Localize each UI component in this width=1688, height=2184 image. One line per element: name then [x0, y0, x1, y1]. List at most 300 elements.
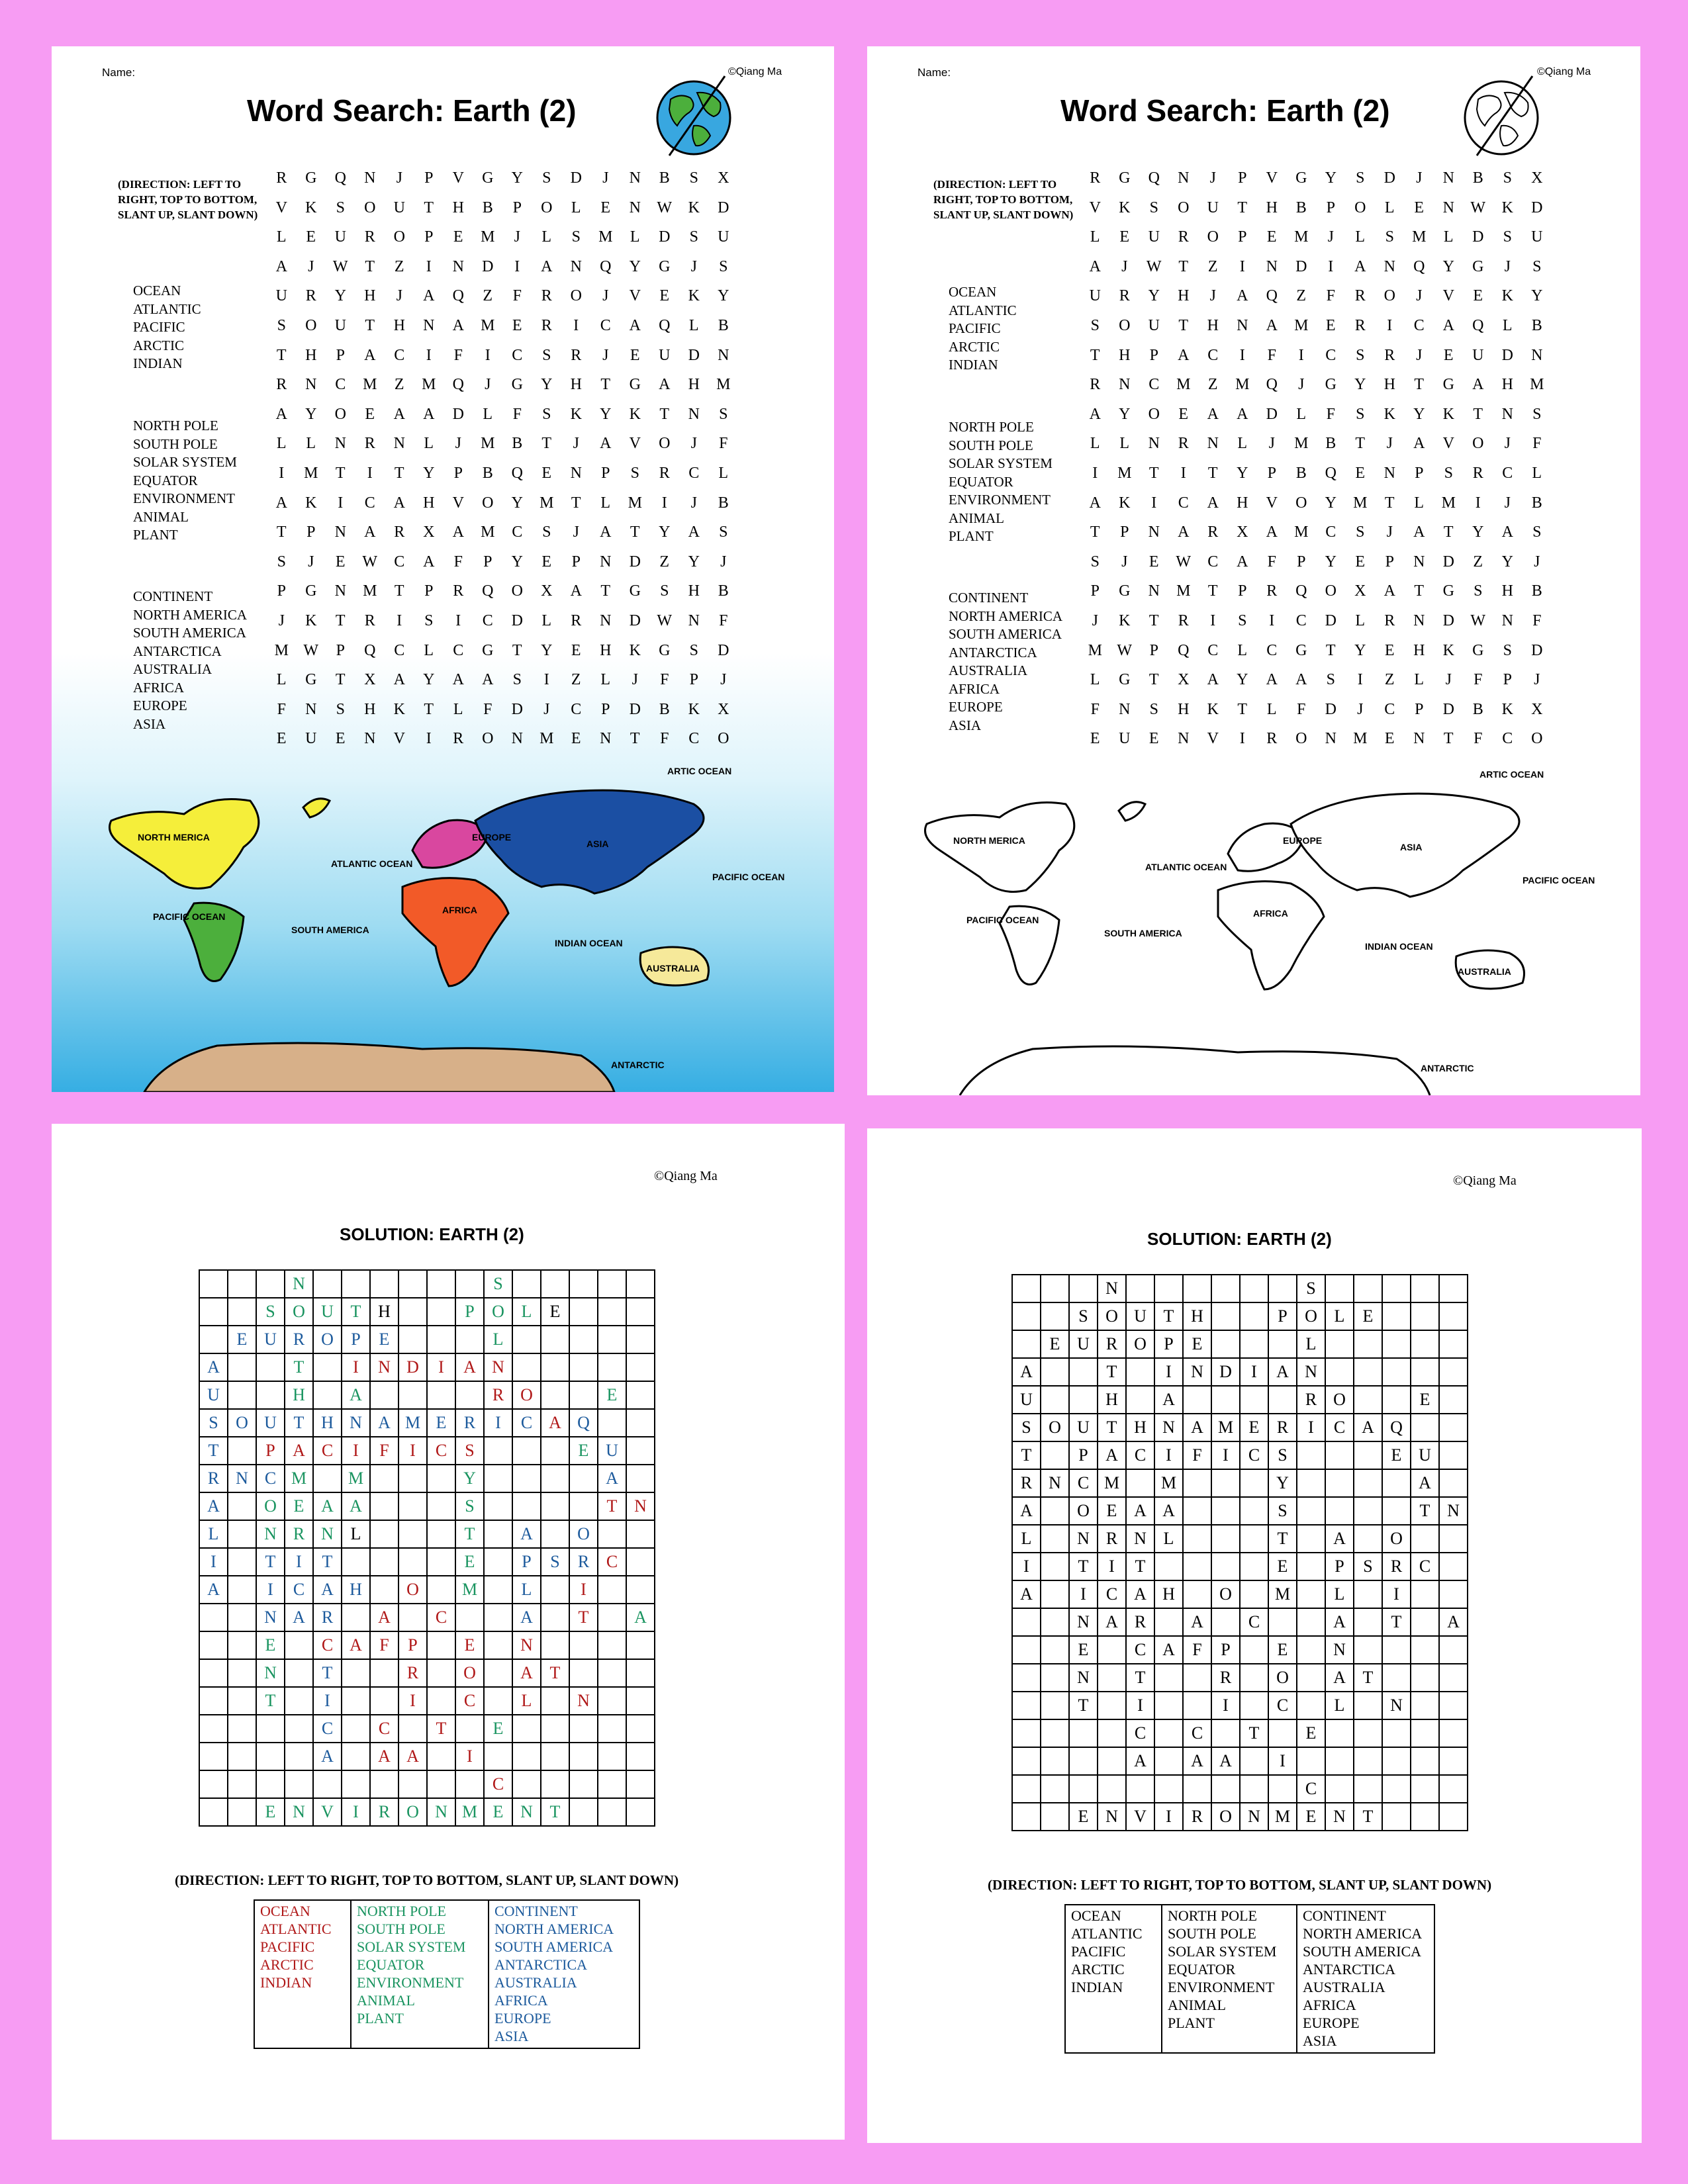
grid-letter[interactable]: C — [335, 376, 346, 394]
grid-letter[interactable]: E — [1355, 464, 1366, 482]
grid-letter[interactable]: O — [1383, 287, 1395, 305]
grid-letter[interactable]: Y — [1325, 553, 1336, 570]
grid-letter[interactable]: F — [483, 700, 492, 718]
grid-letter[interactable]: L — [541, 612, 552, 629]
grid-letter[interactable]: H — [1119, 346, 1131, 364]
grid-letter[interactable]: D — [629, 612, 641, 629]
grid-letter[interactable]: J — [308, 553, 314, 570]
grid-letter[interactable]: L — [276, 435, 287, 453]
grid-letter[interactable]: P — [306, 523, 316, 541]
grid-letter[interactable]: T — [1237, 199, 1248, 216]
grid-letter[interactable]: A — [1295, 671, 1307, 689]
grid-letter[interactable]: D — [659, 228, 671, 246]
grid-letter[interactable]: S — [542, 169, 551, 187]
grid-letter[interactable]: J — [485, 376, 491, 394]
grid-letter[interactable]: U — [659, 346, 671, 364]
grid-letter[interactable]: J — [720, 671, 727, 689]
grid-letter[interactable]: B — [659, 700, 670, 718]
grid-letter[interactable]: K — [688, 199, 700, 216]
grid-letter[interactable]: K — [1383, 405, 1395, 423]
grid-letter[interactable]: N — [423, 316, 435, 334]
grid-letter[interactable]: D — [1531, 641, 1543, 659]
grid-letter[interactable]: K — [305, 199, 317, 216]
grid-letter[interactable]: C — [394, 553, 405, 570]
grid-letter[interactable]: J — [602, 169, 609, 187]
grid-letter[interactable]: Y — [718, 287, 729, 305]
grid-letter[interactable]: K — [393, 700, 405, 718]
grid-letter[interactable]: D — [688, 346, 700, 364]
grid-letter[interactable]: L — [688, 316, 699, 334]
grid-letter[interactable]: L — [571, 199, 581, 216]
grid-letter[interactable]: J — [720, 553, 727, 570]
grid-letter[interactable]: E — [365, 405, 375, 423]
grid-letter[interactable]: A — [600, 523, 612, 541]
grid-letter[interactable]: J — [1386, 435, 1393, 453]
grid-letter[interactable]: Y — [1531, 287, 1543, 305]
grid-letter[interactable]: L — [1237, 641, 1248, 659]
grid-letter[interactable]: R — [276, 376, 287, 394]
grid-letter[interactable]: F — [660, 730, 669, 748]
grid-letter[interactable]: T — [276, 346, 287, 364]
grid-letter[interactable]: T — [1090, 523, 1100, 541]
grid-letter[interactable]: P — [571, 553, 581, 570]
grid-letter[interactable]: H — [1237, 494, 1248, 512]
grid-letter[interactable]: J — [1298, 376, 1305, 394]
grid-letter[interactable]: T — [1414, 582, 1425, 600]
grid-letter[interactable]: A — [423, 287, 435, 305]
grid-letter[interactable]: V — [1266, 169, 1278, 187]
grid-letter[interactable]: S — [336, 700, 345, 718]
grid-letter[interactable]: A — [364, 346, 376, 364]
grid-letter[interactable]: E — [1384, 641, 1395, 659]
grid-letter[interactable]: B — [1531, 494, 1542, 512]
grid-letter[interactable]: N — [570, 257, 582, 275]
grid-letter[interactable]: S — [1238, 612, 1247, 629]
grid-letter[interactable]: H — [1501, 376, 1513, 394]
grid-letter[interactable]: C — [600, 316, 611, 334]
grid-letter[interactable]: N — [1413, 553, 1425, 570]
grid-letter[interactable]: C — [1413, 316, 1425, 334]
grid-letter[interactable]: B — [1295, 464, 1307, 482]
grid-letter[interactable]: G — [511, 376, 523, 394]
grid-letter[interactable]: K — [570, 405, 582, 423]
grid-letter[interactable]: T — [335, 464, 346, 482]
grid-letter[interactable]: X — [718, 700, 729, 718]
grid-letter[interactable]: S — [542, 346, 551, 364]
grid-letter[interactable]: S — [630, 464, 639, 482]
grid-letter[interactable]: A — [1413, 523, 1425, 541]
grid-letter[interactable]: Z — [1207, 257, 1218, 275]
grid-letter[interactable]: N — [629, 169, 641, 187]
grid-letter[interactable]: X — [1354, 582, 1366, 600]
grid-letter[interactable]: B — [512, 435, 523, 453]
grid-letter[interactable]: E — [335, 730, 346, 748]
grid-letter[interactable]: X — [1531, 169, 1543, 187]
grid-letter[interactable]: P — [1238, 582, 1247, 600]
grid-letter[interactable]: N — [570, 464, 582, 482]
grid-letter[interactable]: I — [661, 494, 667, 512]
grid-letter[interactable]: F — [1267, 346, 1276, 364]
grid-letter[interactable]: N — [1237, 316, 1248, 334]
grid-letter[interactable]: P — [1238, 169, 1247, 187]
grid-letter[interactable]: Q — [1266, 376, 1278, 394]
grid-letter[interactable]: C — [1178, 494, 1189, 512]
grid-letter[interactable]: O — [718, 730, 729, 748]
grid-letter[interactable]: J — [690, 257, 697, 275]
grid-letter[interactable]: A — [452, 316, 464, 334]
grid-letter[interactable]: S — [512, 671, 522, 689]
grid-letter[interactable]: A — [393, 405, 405, 423]
grid-letter[interactable]: O — [1325, 582, 1336, 600]
grid-letter[interactable]: W — [1470, 199, 1486, 216]
grid-letter[interactable]: L — [306, 435, 316, 453]
grid-letter[interactable]: J — [308, 257, 314, 275]
grid-letter[interactable]: K — [688, 287, 700, 305]
grid-letter[interactable]: I — [1151, 494, 1157, 512]
grid-letter[interactable]: S — [1503, 169, 1512, 187]
grid-letter[interactable]: J — [1534, 553, 1540, 570]
grid-letter[interactable]: E — [1414, 199, 1425, 216]
grid-letter[interactable]: I — [426, 257, 432, 275]
grid-letter[interactable]: R — [1178, 228, 1189, 246]
grid-letter[interactable]: C — [1325, 523, 1336, 541]
grid-letter[interactable]: I — [367, 464, 373, 482]
grid-letter[interactable]: T — [1473, 405, 1483, 423]
grid-letter[interactable]: J — [455, 435, 461, 453]
grid-letter[interactable]: A — [1442, 316, 1454, 334]
grid-letter[interactable]: S — [571, 228, 581, 246]
grid-letter[interactable]: F — [1326, 405, 1335, 423]
grid-letter[interactable]: R — [541, 287, 552, 305]
grid-letter[interactable]: L — [1090, 435, 1100, 453]
grid-letter[interactable]: O — [482, 730, 494, 748]
grid-letter[interactable]: G — [1442, 376, 1454, 394]
grid-letter[interactable]: S — [689, 169, 698, 187]
grid-letter[interactable]: T — [541, 435, 552, 453]
grid-letter[interactable]: L — [600, 671, 611, 689]
grid-letter[interactable]: N — [1531, 346, 1543, 364]
grid-letter[interactable]: M — [1353, 730, 1368, 748]
grid-letter[interactable]: E — [630, 346, 640, 364]
grid-letter[interactable]: V — [1442, 435, 1454, 453]
grid-letter[interactable]: R — [1178, 612, 1189, 629]
grid-letter[interactable]: Y — [1237, 671, 1248, 689]
grid-letter[interactable]: P — [601, 464, 610, 482]
grid-letter[interactable]: E — [512, 316, 522, 334]
grid-letter[interactable]: G — [1119, 169, 1131, 187]
grid-letter[interactable]: P — [336, 641, 345, 659]
grid-letter[interactable]: A — [1089, 257, 1101, 275]
grid-letter[interactable]: H — [452, 199, 464, 216]
grid-letter[interactable]: N — [1501, 612, 1513, 629]
grid-letter[interactable]: A — [1237, 287, 1248, 305]
grid-letter[interactable]: E — [306, 228, 316, 246]
grid-letter[interactable]: H — [1178, 700, 1190, 718]
grid-letter[interactable]: V — [629, 435, 641, 453]
grid-letter[interactable]: J — [396, 169, 402, 187]
grid-letter[interactable]: S — [542, 405, 551, 423]
grid-letter[interactable]: U — [393, 199, 405, 216]
grid-letter[interactable]: A — [1383, 582, 1395, 600]
grid-letter[interactable]: E — [541, 553, 552, 570]
grid-letter[interactable]: L — [453, 700, 463, 718]
grid-letter[interactable]: N — [600, 730, 612, 748]
grid-letter[interactable]: N — [1178, 730, 1190, 748]
grid-letter[interactable]: F — [660, 671, 669, 689]
grid-letter[interactable]: L — [1119, 435, 1130, 453]
grid-letter[interactable]: W — [362, 553, 378, 570]
grid-letter[interactable]: F — [1474, 671, 1483, 689]
grid-letter[interactable]: H — [1383, 376, 1395, 394]
grid-letter[interactable]: A — [1413, 435, 1425, 453]
grid-letter[interactable]: P — [689, 671, 698, 689]
grid-letter[interactable]: T — [630, 523, 640, 541]
grid-letter[interactable]: S — [1532, 257, 1542, 275]
grid-letter[interactable]: T — [571, 494, 581, 512]
grid-letter[interactable]: R — [453, 582, 464, 600]
grid-letter[interactable]: J — [1121, 257, 1128, 275]
grid-letter[interactable]: O — [1207, 228, 1219, 246]
grid-letter[interactable]: H — [1207, 316, 1219, 334]
grid-letter[interactable]: U — [1531, 228, 1543, 246]
grid-letter[interactable]: T — [1178, 257, 1189, 275]
grid-letter[interactable]: A — [1089, 405, 1101, 423]
grid-letter[interactable]: Z — [1473, 553, 1483, 570]
grid-letter[interactable]: C — [512, 346, 523, 364]
grid-letter[interactable]: I — [1269, 612, 1275, 629]
grid-letter[interactable]: R — [1266, 582, 1278, 600]
grid-letter[interactable]: Z — [1296, 287, 1307, 305]
grid-letter[interactable]: E — [1355, 553, 1366, 570]
grid-letter[interactable]: B — [482, 199, 493, 216]
grid-letter[interactable]: T — [1443, 523, 1454, 541]
grid-letter[interactable]: N — [718, 346, 729, 364]
grid-letter[interactable]: L — [1090, 671, 1100, 689]
grid-letter[interactable]: B — [718, 316, 729, 334]
grid-letter[interactable]: Q — [600, 257, 612, 275]
grid-letter[interactable]: U — [1472, 346, 1484, 364]
grid-letter[interactable]: E — [1119, 228, 1130, 246]
grid-letter[interactable]: V — [275, 199, 287, 216]
grid-letter[interactable]: A — [1207, 494, 1219, 512]
grid-letter[interactable]: M — [1176, 376, 1191, 394]
grid-letter[interactable]: E — [1149, 730, 1159, 748]
grid-letter[interactable]: N — [1148, 523, 1160, 541]
grid-letter[interactable]: M — [539, 494, 554, 512]
grid-letter[interactable]: H — [1501, 582, 1513, 600]
grid-letter[interactable]: U — [1148, 316, 1160, 334]
grid-letter[interactable]: E — [1266, 228, 1277, 246]
grid-letter[interactable]: Q — [1413, 257, 1425, 275]
grid-letter[interactable]: J — [1357, 700, 1364, 718]
grid-letter[interactable]: T — [1207, 582, 1218, 600]
grid-letter[interactable]: S — [336, 199, 345, 216]
grid-letter[interactable]: P — [483, 553, 492, 570]
grid-letter[interactable]: I — [485, 346, 491, 364]
grid-letter[interactable]: A — [1266, 671, 1278, 689]
grid-letter[interactable]: U — [1119, 730, 1131, 748]
grid-letter[interactable]: G — [659, 257, 671, 275]
grid-letter[interactable]: Q — [1325, 464, 1336, 482]
grid-letter[interactable]: J — [632, 671, 638, 689]
grid-letter[interactable]: X — [1531, 700, 1543, 718]
grid-letter[interactable]: J — [1504, 257, 1511, 275]
grid-letter[interactable]: B — [659, 169, 670, 187]
grid-letter[interactable]: P — [1503, 671, 1512, 689]
grid-letter[interactable]: N — [1178, 169, 1190, 187]
grid-letter[interactable]: I — [1239, 346, 1245, 364]
grid-letter[interactable]: M — [304, 464, 318, 482]
grid-letter[interactable]: T — [1384, 494, 1395, 512]
grid-letter[interactable]: S — [424, 612, 434, 629]
grid-letter[interactable]: C — [1207, 553, 1219, 570]
grid-letter[interactable]: Z — [571, 671, 581, 689]
grid-letter[interactable]: H — [570, 376, 582, 394]
grid-letter[interactable]: S — [1532, 405, 1542, 423]
grid-letter[interactable]: P — [1149, 346, 1158, 364]
grid-letter[interactable]: P — [1326, 199, 1335, 216]
grid-letter[interactable]: E — [1473, 287, 1483, 305]
grid-letter[interactable]: W — [303, 641, 319, 659]
grid-letter[interactable]: I — [1475, 494, 1481, 512]
grid-letter[interactable]: E — [1149, 553, 1159, 570]
grid-letter[interactable]: F — [1532, 612, 1542, 629]
grid-letter[interactable]: N — [334, 435, 346, 453]
grid-letter[interactable]: Y — [334, 287, 346, 305]
grid-letter[interactable]: Y — [511, 553, 523, 570]
grid-letter[interactable]: O — [393, 228, 405, 246]
grid-letter[interactable]: R — [1119, 287, 1130, 305]
grid-letter[interactable]: C — [394, 346, 405, 364]
grid-letter[interactable]: D — [452, 405, 464, 423]
grid-letter[interactable]: P — [1267, 464, 1276, 482]
grid-letter[interactable]: J — [396, 287, 402, 305]
grid-letter[interactable]: A — [1266, 316, 1278, 334]
grid-letter[interactable]: M — [363, 582, 377, 600]
grid-letter[interactable]: K — [1119, 199, 1131, 216]
grid-letter[interactable]: T — [659, 405, 670, 423]
grid-letter[interactable]: R — [364, 612, 375, 629]
grid-letter[interactable]: F — [512, 405, 522, 423]
grid-letter[interactable]: Q — [1178, 641, 1190, 659]
grid-letter[interactable]: Q — [364, 641, 376, 659]
grid-letter[interactable]: S — [1356, 169, 1365, 187]
grid-letter[interactable]: I — [279, 464, 285, 482]
grid-letter[interactable]: R — [1178, 435, 1189, 453]
grid-letter[interactable]: S — [660, 582, 669, 600]
grid-letter[interactable]: S — [1356, 523, 1365, 541]
grid-letter[interactable]: U — [1148, 228, 1160, 246]
grid-letter[interactable]: O — [1178, 199, 1190, 216]
grid-letter[interactable]: A — [275, 405, 287, 423]
grid-letter[interactable]: T — [1237, 700, 1248, 718]
grid-letter[interactable]: A — [629, 316, 641, 334]
grid-letter[interactable]: M — [1294, 523, 1309, 541]
grid-letter[interactable]: D — [1472, 228, 1484, 246]
grid-letter[interactable]: Y — [423, 671, 435, 689]
grid-letter[interactable]: N — [600, 612, 612, 629]
grid-letter[interactable]: J — [690, 435, 697, 453]
grid-letter[interactable]: M — [1353, 494, 1368, 512]
grid-letter[interactable]: R — [1090, 376, 1101, 394]
grid-letter[interactable]: E — [1443, 346, 1454, 364]
grid-letter[interactable]: T — [1443, 730, 1454, 748]
grid-letter[interactable]: M — [481, 228, 495, 246]
grid-letter[interactable]: H — [364, 700, 376, 718]
grid-letter[interactable]: K — [1501, 199, 1513, 216]
grid-letter[interactable]: L — [718, 464, 729, 482]
grid-letter[interactable]: S — [277, 316, 286, 334]
grid-letter[interactable]: K — [1119, 494, 1131, 512]
grid-letter[interactable]: B — [1325, 435, 1336, 453]
grid-letter[interactable]: P — [277, 582, 286, 600]
grid-letter[interactable]: N — [1413, 612, 1425, 629]
grid-letter[interactable]: M — [1117, 464, 1132, 482]
grid-letter[interactable]: C — [1295, 612, 1307, 629]
grid-letter[interactable]: F — [512, 287, 522, 305]
grid-letter[interactable]: N — [1266, 257, 1278, 275]
grid-letter[interactable]: G — [1442, 582, 1454, 600]
grid-letter[interactable]: P — [1238, 228, 1247, 246]
grid-letter[interactable]: O — [305, 316, 317, 334]
grid-letter[interactable]: I — [1328, 257, 1334, 275]
grid-letter[interactable]: D — [1325, 612, 1336, 629]
grid-letter[interactable]: I — [1239, 257, 1245, 275]
grid-letter[interactable]: D — [1442, 700, 1454, 718]
grid-letter[interactable]: F — [719, 435, 728, 453]
grid-letter[interactable]: T — [630, 730, 640, 748]
grid-letter[interactable]: N — [364, 730, 376, 748]
grid-letter[interactable]: B — [1295, 199, 1307, 216]
grid-letter[interactable]: R — [1472, 464, 1483, 482]
grid-letter[interactable]: L — [1502, 316, 1513, 334]
grid-letter[interactable]: R — [1090, 169, 1101, 187]
grid-letter[interactable]: G — [1119, 671, 1131, 689]
grid-letter[interactable]: C — [1502, 464, 1513, 482]
grid-letter[interactable]: S — [1503, 641, 1512, 659]
grid-letter[interactable]: S — [1356, 405, 1365, 423]
grid-letter[interactable]: W — [1146, 257, 1162, 275]
grid-letter[interactable]: G — [305, 671, 317, 689]
grid-letter[interactable]: C — [512, 523, 523, 541]
grid-letter[interactable]: B — [1472, 169, 1483, 187]
grid-letter[interactable]: Y — [1325, 169, 1336, 187]
grid-letter[interactable]: N — [1148, 435, 1160, 453]
grid-letter[interactable]: K — [629, 405, 641, 423]
grid-letter[interactable]: N — [393, 435, 405, 453]
grid-letter[interactable]: A — [452, 671, 464, 689]
grid-letter[interactable]: C — [1149, 376, 1160, 394]
grid-letter[interactable]: Y — [305, 405, 317, 423]
grid-letter[interactable]: H — [1178, 287, 1190, 305]
grid-letter[interactable]: A — [541, 257, 553, 275]
grid-letter[interactable]: R — [659, 464, 670, 482]
grid-letter[interactable]: C — [364, 494, 375, 512]
grid-letter[interactable]: T — [1414, 376, 1425, 394]
grid-letter[interactable]: D — [1295, 257, 1307, 275]
grid-letter[interactable]: S — [1149, 199, 1158, 216]
grid-letter[interactable]: A — [688, 523, 700, 541]
grid-letter[interactable]: Q — [452, 376, 464, 394]
grid-letter[interactable]: G — [305, 582, 317, 600]
grid-letter[interactable]: X — [1237, 523, 1248, 541]
grid-letter[interactable]: Y — [1119, 405, 1131, 423]
grid-letter[interactable]: E — [600, 199, 611, 216]
grid-letter[interactable]: T — [1149, 612, 1159, 629]
grid-letter[interactable]: M — [1088, 641, 1102, 659]
grid-letter[interactable]: A — [1237, 405, 1248, 423]
grid-letter[interactable]: B — [1472, 700, 1483, 718]
